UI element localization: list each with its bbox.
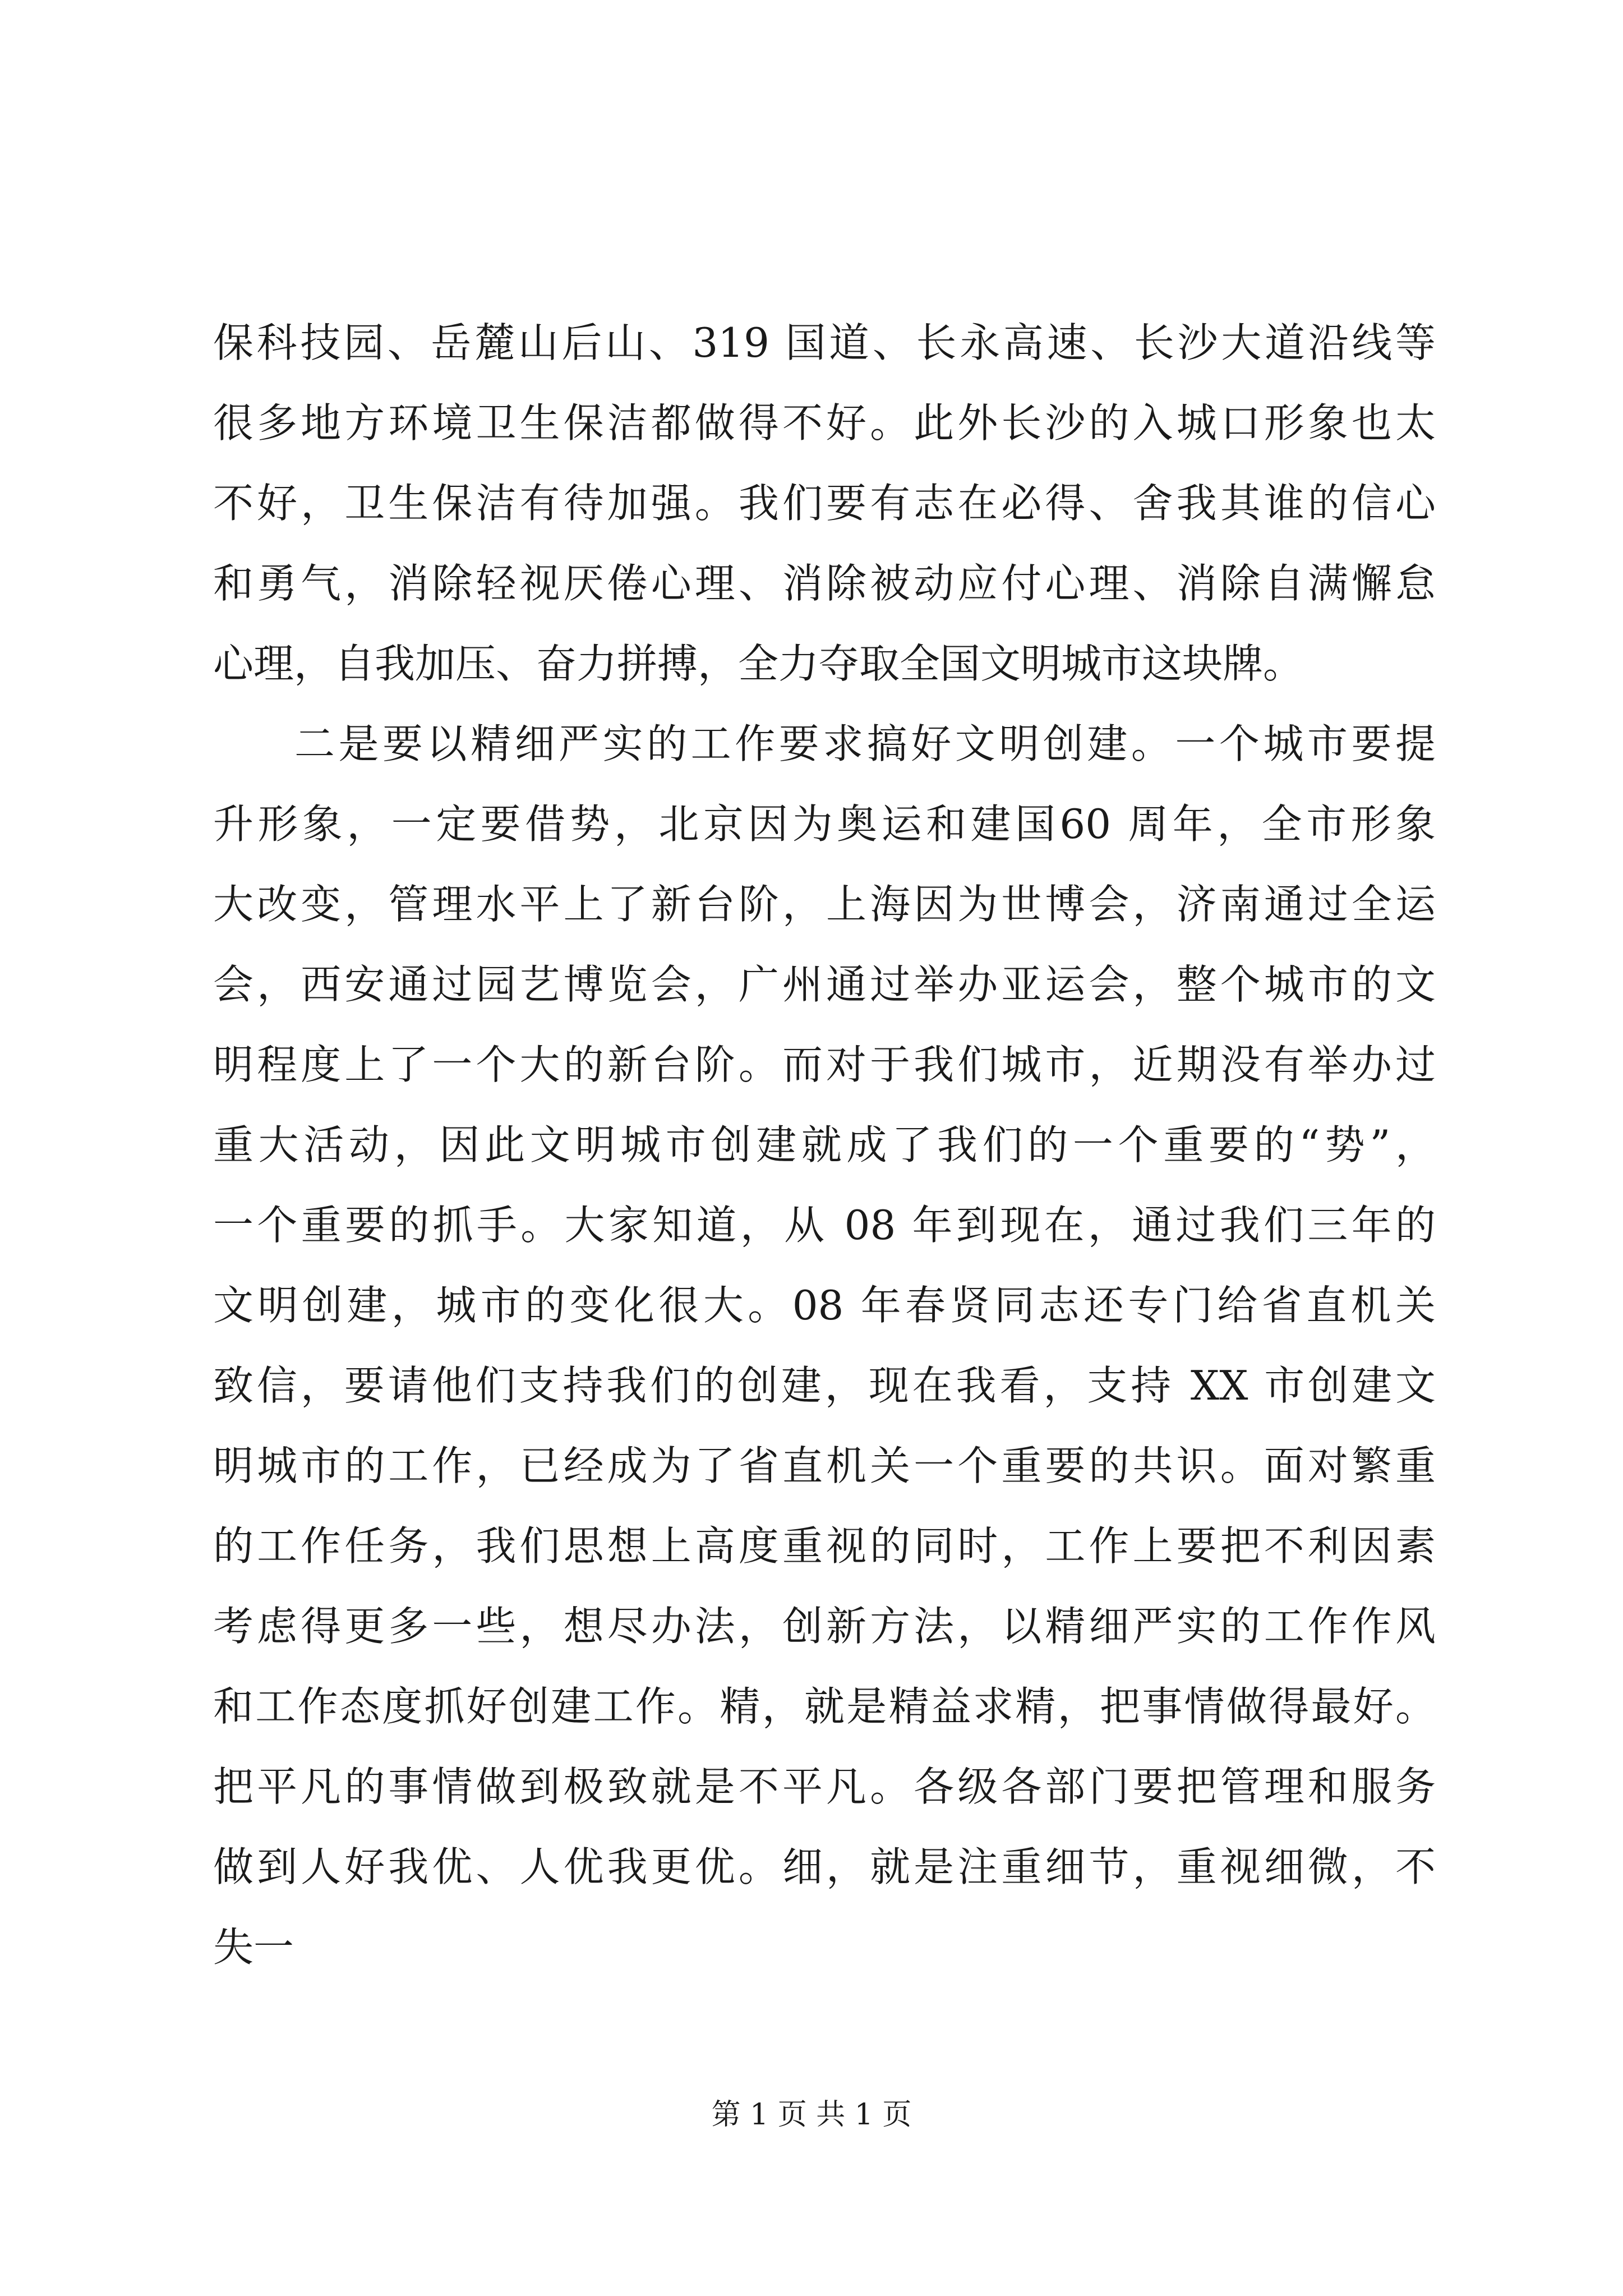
text-line: 失一: [213, 1924, 294, 1971]
text-line: 升形象，一定要借势，北京因为奥运和建国60 周年，全市形象: [213, 800, 1436, 848]
text-line: 一个重要的抓手。大家知道，从 08 年到现在，通过我们三年的: [213, 1202, 1436, 1249]
text-line: 大改变，管理水平上了新台阶，上海因为世博会，济南通过全运: [213, 881, 1436, 928]
text-line: 心理，自我加压、奋力拼搏，全力夺取全国文明城市这块牌。: [213, 640, 1304, 687]
text-line: 和工作态度抓好创建工作。精，就是精益求精，把事情做得最好。: [213, 1683, 1436, 1730]
paragraph-first-line: 二是要以精细严实的工作要求搞好文明创建。一个城市要提: [294, 720, 1436, 767]
text-line: 做到人好我优、人优我更优。细，就是注重细节，重视细微，不: [213, 1843, 1436, 1890]
text-line: 致信，要请他们支持我们的创建，现在我看，支持 XX 市创建文: [213, 1362, 1436, 1409]
text-line: 考虑得更多一些，想尽办法，创新方法，以精细严实的工作作风: [213, 1603, 1436, 1650]
page-number-label: 第 1 页 共 1 页: [711, 2098, 912, 2132]
text-line: 把平凡的事情做到极致就是不平凡。各级各部门要把管理和服务: [213, 1763, 1436, 1810]
text-line: 和勇气，消除轻视厌倦心理、消除被动应付心理、消除自满懈怠: [213, 560, 1436, 607]
page-footer: [0, 2095, 1623, 2134]
text-line: 明程度上了一个大的新台阶。而对于我们城市，近期没有举办过: [213, 1041, 1436, 1088]
text-line: 的工作任务，我们思想上高度重视的同时，工作上要把不利因素: [213, 1522, 1436, 1570]
text-line: 重大活动，因此文明城市创建就成了我们的一个重要的“势”，: [213, 1121, 1436, 1168]
text-line: 很多地方环境卫生保洁都做得不好。此外长沙的入城口形象也太: [213, 399, 1436, 447]
text-line: 会，西安通过园艺博览会，广州通过举办亚运会，整个城市的文: [213, 961, 1436, 1008]
text-line: 文明创建，城市的变化很大。08 年春贤同志还专门给省直机关: [213, 1282, 1436, 1329]
body-text: [213, 303, 1436, 1987]
text-line: 保科技园、岳麓山后山、319 国道、长永高速、长沙大道沿线等: [213, 319, 1436, 366]
text-line: 不好，卫生保洁有待加强。我们要有志在必得、舍我其谁的信心: [213, 480, 1436, 527]
text-line: 明城市的工作，已经成为了省直机关一个重要的共识。面对繁重: [213, 1442, 1436, 1489]
